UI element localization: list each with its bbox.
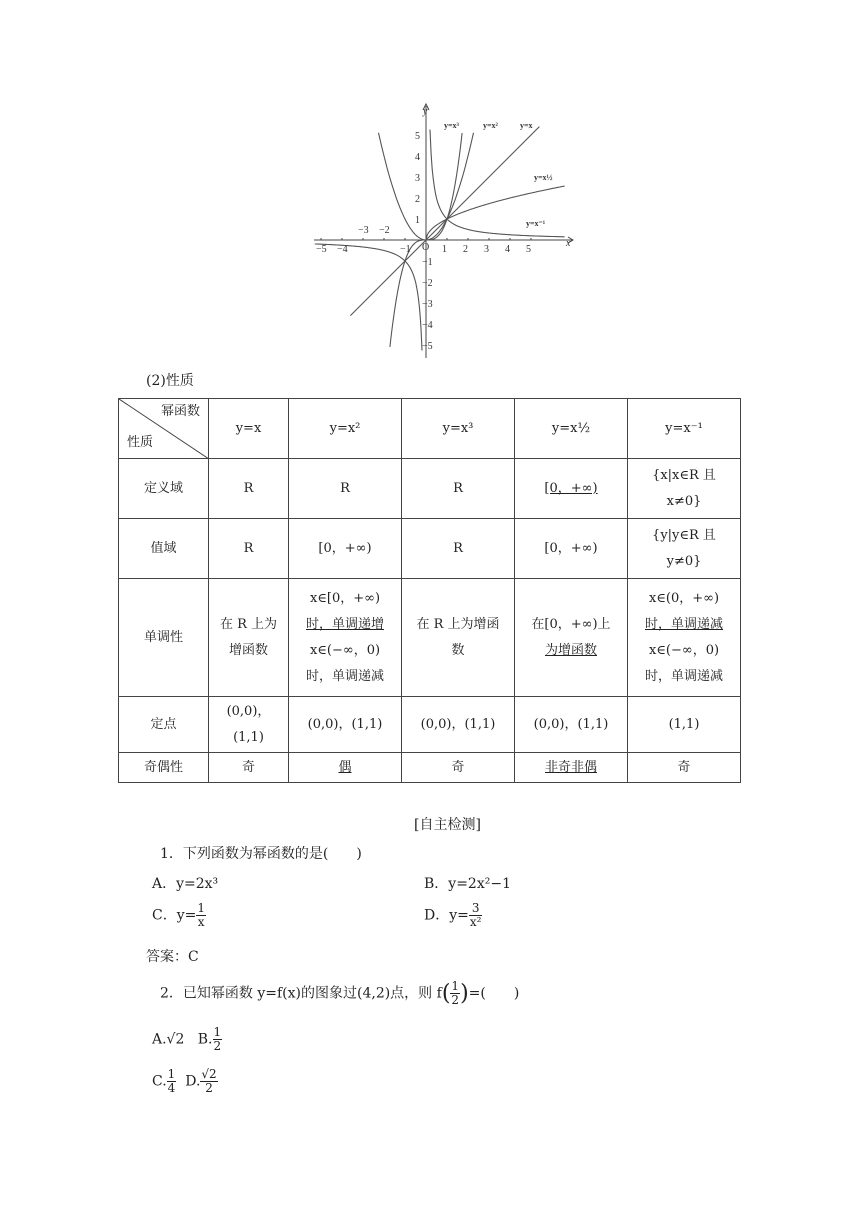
cell-line: {y|y∈R 且 bbox=[652, 527, 716, 543]
fraction bbox=[196, 902, 206, 929]
header-cell: y=x³ bbox=[402, 399, 515, 459]
cell-line: x≠0} bbox=[666, 493, 702, 509]
table-row bbox=[119, 753, 741, 783]
table-cell bbox=[289, 519, 402, 579]
fraction-denominator: 2 bbox=[205, 1081, 213, 1095]
table-cell bbox=[289, 753, 402, 783]
cell-line: (1,1) bbox=[233, 729, 264, 745]
table-cell bbox=[515, 579, 628, 697]
power-function-graph bbox=[310, 100, 580, 362]
q2-option-a: A.√2 bbox=[152, 1031, 185, 1048]
x-tick-label: −1 bbox=[400, 244, 411, 255]
corner-bottom-label: 性质 bbox=[127, 435, 154, 450]
header-cell: y=x bbox=[209, 399, 289, 459]
table-row bbox=[119, 697, 741, 753]
table-cell bbox=[209, 697, 289, 753]
table-cell bbox=[289, 697, 402, 753]
table-cell bbox=[628, 697, 741, 753]
origin-label: O bbox=[422, 242, 430, 253]
table-cell bbox=[515, 753, 628, 783]
x-tick-label: −2 bbox=[379, 225, 390, 236]
table-row bbox=[119, 519, 741, 579]
curve-label-sqrt: y=x½ bbox=[534, 173, 553, 182]
cell-line: 奇 bbox=[241, 759, 255, 775]
fraction-numerator: 1 bbox=[451, 979, 460, 993]
q2-option-b-prefix: B. bbox=[197, 1031, 213, 1048]
cell-line: (0,0)，(1,1) bbox=[420, 716, 496, 732]
q1-option-d bbox=[424, 902, 482, 929]
q1-option-c-prefix: C．y= bbox=[152, 907, 197, 924]
fraction-denominator: 2 bbox=[213, 1039, 222, 1053]
q2-options-ab bbox=[152, 1026, 222, 1053]
table-cell bbox=[628, 459, 741, 519]
cell-line: (0,0)，(1,1) bbox=[533, 716, 609, 732]
row-label: 奇偶性 bbox=[119, 753, 209, 783]
cell-line: 时，单调递减 bbox=[644, 668, 723, 684]
header-cell: y=x² bbox=[289, 399, 402, 459]
cell-line: R bbox=[243, 480, 254, 496]
table-cell bbox=[628, 519, 741, 579]
cell-line: 奇 bbox=[451, 759, 465, 775]
row-label: 值域 bbox=[119, 519, 209, 579]
cell-line: 时，单调递减 bbox=[305, 668, 384, 684]
cell-line: x∈(−∞，0) bbox=[309, 642, 381, 658]
table-row bbox=[119, 459, 741, 519]
cell-line: [0，+∞) bbox=[318, 540, 372, 556]
cell-line: (0,0)， bbox=[226, 703, 271, 719]
curve-linear bbox=[350, 127, 539, 316]
fraction bbox=[213, 1026, 223, 1053]
curve-sqrt bbox=[426, 186, 565, 240]
cell-line: 非奇非偶 bbox=[544, 759, 597, 775]
y-tick-label: 3 bbox=[415, 173, 420, 184]
x-tick-label: 4 bbox=[505, 244, 510, 255]
cell-line: 偶 bbox=[338, 759, 352, 775]
q1-option-d-prefix: D．y= bbox=[424, 907, 469, 924]
y-tick-label: −4 bbox=[422, 320, 433, 331]
q2-stem-tail: =( ) bbox=[468, 985, 520, 1002]
fraction bbox=[450, 980, 460, 1007]
row-label: 单调性 bbox=[119, 579, 209, 697]
cell-line: (1,1) bbox=[668, 716, 700, 732]
fraction bbox=[469, 902, 483, 929]
table-cell bbox=[209, 753, 289, 783]
paren-close: ) bbox=[460, 981, 469, 1006]
q1-option-b: B．y=2x²−1 bbox=[424, 876, 511, 892]
table-cell bbox=[209, 519, 289, 579]
q1-answer: 答案：C bbox=[146, 949, 199, 965]
x-axis-label: x bbox=[566, 238, 571, 249]
table-cell bbox=[209, 579, 289, 697]
table-body bbox=[119, 459, 741, 783]
cell-line: 在 R 上为增函 bbox=[416, 616, 500, 632]
q2-option-d-prefix: D. bbox=[185, 1073, 201, 1090]
cell-line: 在[0，+∞)上 bbox=[531, 616, 611, 632]
table-cell bbox=[515, 459, 628, 519]
y-tick-label: −1 bbox=[422, 257, 433, 268]
table-cell bbox=[515, 697, 628, 753]
cell-line: 时，单调递增 bbox=[305, 616, 384, 632]
x-tick-label: −5 bbox=[316, 244, 327, 255]
x-tick-label: 3 bbox=[484, 244, 489, 255]
x-tick-label: 5 bbox=[526, 244, 531, 255]
table-cell bbox=[628, 753, 741, 783]
cell-line: R bbox=[453, 480, 463, 496]
q1-option-a: A．y=2x³ bbox=[152, 876, 219, 892]
cell-line: {x|x∈R 且 bbox=[652, 467, 716, 483]
curve-label-cube: y=x³ bbox=[444, 121, 459, 130]
axes bbox=[314, 104, 573, 358]
q1-stem: 1．下列函数为幂函数的是( ) bbox=[160, 846, 362, 862]
y-tick-label: 4 bbox=[415, 152, 420, 163]
fraction bbox=[167, 1068, 177, 1095]
y-tick-label: 5 bbox=[415, 131, 420, 142]
fraction bbox=[200, 1068, 217, 1095]
q2-stem-text: 2．已知幂函数 y=f(x)的图象过(4,2)点，则 f bbox=[160, 985, 442, 1002]
cell-line: x∈(0，+∞) bbox=[648, 590, 720, 606]
fraction-denominator: x bbox=[197, 915, 205, 929]
row-label: 定义域 bbox=[119, 459, 209, 519]
y-tick-label: 2 bbox=[415, 194, 420, 205]
paren-open: ( bbox=[441, 981, 451, 1006]
table-row bbox=[119, 579, 741, 697]
properties-table bbox=[118, 398, 741, 783]
y-tick-label: 1 bbox=[415, 215, 420, 226]
cell-line: R bbox=[243, 540, 254, 556]
row-label: 定点 bbox=[119, 697, 209, 753]
cell-line: [0，+∞) bbox=[544, 480, 598, 496]
section-title: (2)性质 bbox=[146, 373, 194, 389]
q2-options-cd bbox=[152, 1068, 218, 1095]
corner-top-label: 幂函数 bbox=[160, 404, 200, 419]
table-cell bbox=[289, 459, 402, 519]
fraction-numerator: 3 bbox=[469, 902, 483, 916]
header-cell: y=x⁻¹ bbox=[628, 399, 741, 459]
fraction-denominator: 2 bbox=[451, 993, 460, 1007]
cell-line: (0,0)，(1,1) bbox=[307, 716, 383, 732]
cell-line: y≠0} bbox=[666, 553, 702, 569]
cell-line: R bbox=[340, 480, 350, 496]
table-cell bbox=[402, 519, 515, 579]
y-tick-label: −2 bbox=[422, 278, 433, 289]
cell-line: 在 R 上为 bbox=[219, 616, 278, 632]
x-tick-label: −3 bbox=[358, 225, 369, 236]
header-cell: y=x½ bbox=[515, 399, 628, 459]
table-cell bbox=[402, 697, 515, 753]
table-corner-cell bbox=[119, 399, 209, 459]
cell-line: 数 bbox=[451, 642, 465, 658]
fraction-denominator: x² bbox=[469, 915, 482, 929]
self-check-title: [自主检测] bbox=[414, 817, 481, 833]
q1-option-c bbox=[152, 902, 206, 929]
table-cell bbox=[628, 579, 741, 697]
curves bbox=[315, 127, 565, 351]
curve-label-square: y=x² bbox=[483, 121, 498, 130]
fraction-numerator: 1 bbox=[213, 1025, 222, 1039]
q2-option-c-prefix: C. bbox=[152, 1073, 167, 1090]
table-cell bbox=[209, 459, 289, 519]
q2-stem bbox=[160, 980, 519, 1007]
table-cell bbox=[402, 459, 515, 519]
cell-line: 增函数 bbox=[228, 642, 268, 658]
cell-line: 奇 bbox=[677, 759, 691, 775]
x-tick-label: 2 bbox=[463, 244, 468, 255]
fraction-numerator: 1 bbox=[197, 901, 205, 915]
fraction-denominator: 4 bbox=[167, 1081, 176, 1095]
cell-line: x∈(−∞，0) bbox=[648, 642, 720, 658]
table-cell bbox=[402, 753, 515, 783]
fraction-numerator: 1 bbox=[167, 1067, 176, 1081]
cell-line: R bbox=[453, 540, 463, 556]
y-tick-label: −3 bbox=[422, 299, 433, 310]
cell-line: 时，单调递减 bbox=[644, 616, 723, 632]
fraction-numerator: √2 bbox=[201, 1067, 217, 1081]
table-cell bbox=[515, 519, 628, 579]
cell-line: [0，+∞) bbox=[544, 540, 598, 556]
x-tick-label: 1 bbox=[442, 244, 447, 255]
y-tick-label: −5 bbox=[422, 341, 433, 352]
curve-label-linear: y=x bbox=[520, 121, 533, 130]
curve-label-inverse: y=x⁻¹ bbox=[526, 219, 546, 228]
table-cell bbox=[289, 579, 402, 697]
y-axis-label: y bbox=[423, 106, 428, 117]
cell-line: 为增函数 bbox=[544, 642, 597, 658]
table-cell bbox=[402, 579, 515, 697]
x-tick-label: −4 bbox=[337, 244, 348, 255]
cell-line: x∈[0，+∞) bbox=[309, 590, 381, 606]
